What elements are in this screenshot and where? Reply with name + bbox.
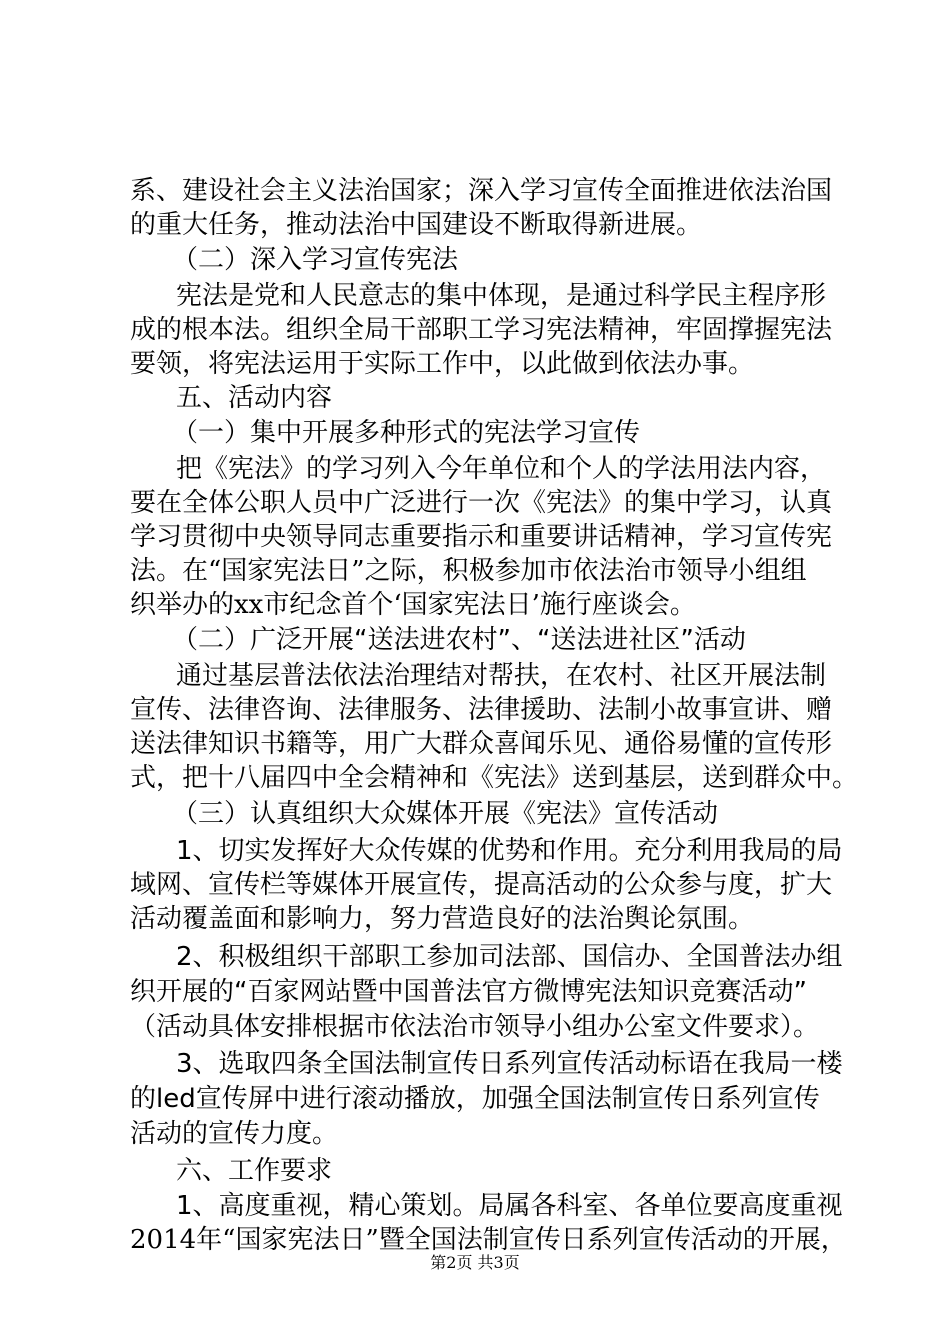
page-number-footer: 第2页 共3页: [430, 1253, 520, 1272]
bold-lead-text: 1、切实发挥好大众传媒的优势和作用。: [176, 836, 635, 866]
section-heading: 五、活动内容: [176, 383, 333, 413]
section-heading: （一）集中开展多种形式的宪法学习宣传: [172, 418, 641, 448]
body-line: 成的根本法。组织全局干部职工学习宪法精神，牢固撑握宪法: [130, 315, 833, 345]
body-line: 活动的宣传力度。: [130, 1119, 339, 1149]
body-line: 2014年“国家宪法日”暨全国法制宣传日系列宣传活动的开展，: [130, 1225, 847, 1255]
body-line: 域网、宣传栏等媒体开展宣传，提高活动的公众参与度，扩大: [130, 870, 833, 900]
body-line: 把《宪法》的学习列入今年单位和个人的学法用法内容，: [176, 454, 827, 484]
body-line: 宪法是党和人民意志的集中体现，是通过科学民主程序形: [176, 281, 827, 311]
body-line: 通过基层普法依法治理结对帮扶，在农村、社区开展法制: [176, 661, 827, 691]
body-line: 活动覆盖面和影响力，努力营造良好的法治舆论氛围。: [130, 904, 755, 934]
bold-lead-text: 1、高度重视，精心策划。: [176, 1191, 479, 1221]
section-heading: 六、工作要求: [176, 1156, 333, 1186]
section-heading: （二）深入学习宣传宪法: [172, 245, 459, 275]
body-line: 3、选取四条全国法制宣传日系列宣传活动标语在我局一楼: [176, 1049, 843, 1079]
body-line: 式，把十八届四中全会精神和《宪法》送到基层，送到群众中。: [130, 763, 859, 793]
body-line: 宣传、法律咨询、法律服务、法律援助、法制小故事宣讲、赠: [130, 695, 833, 725]
body-text: 充分利用我局的局: [634, 836, 843, 866]
body-line: 织开展的“百家网站暨中国普法官方微博宪法知识竞赛活动”: [130, 977, 807, 1007]
body-line: 要在全体公职人员中广泛进行一次《宪法》的集中学习，认真: [130, 488, 833, 518]
body-line: 学习贯彻中央领导同志重要指示和重要讲话精神，学习宣传宪: [130, 522, 833, 552]
body-line: 的led宣传屏中进行滚动播放，加强全国法制宣传日系列宣传: [130, 1084, 820, 1114]
section-heading: （三）认真组织大众媒体开展《宪法》宣传活动: [172, 799, 719, 829]
body-line: （活动具体安排根据市依法治市领导小组办公室文件要求）。: [130, 1012, 820, 1042]
body-line: 法。在“国家宪法日”之际，积极参加市依法治市领导小组组: [130, 556, 807, 586]
section-heading: （二）广泛开展“送法进农村”、“送法进社区”活动: [172, 625, 746, 655]
body-line: 2、积极组织干部职工参加司法部、国信办、全国普法办组: [176, 942, 843, 972]
body-line: 织举办的xx市纪念首个‘国家宪法日’施行座谈会。: [130, 590, 696, 620]
body-line: 要领，将宪法运用于实际工作中，以此做到依法办事。: [130, 349, 755, 379]
body-line: [176, 834, 876, 868]
body-line: 系、建设社会主义法治国家；深入学习宣传全面推进依法治国: [130, 176, 833, 206]
body-line: 的重大任务，推动法治中国建设不断取得新进展。: [130, 210, 703, 240]
body-text: 局属各科室、各单位要高度重视: [478, 1191, 843, 1221]
body-line: 送法律知识书籍等，用广大群众喜闻乐见、通俗易懂的宣传形: [130, 729, 833, 759]
body-line: [176, 1189, 876, 1223]
